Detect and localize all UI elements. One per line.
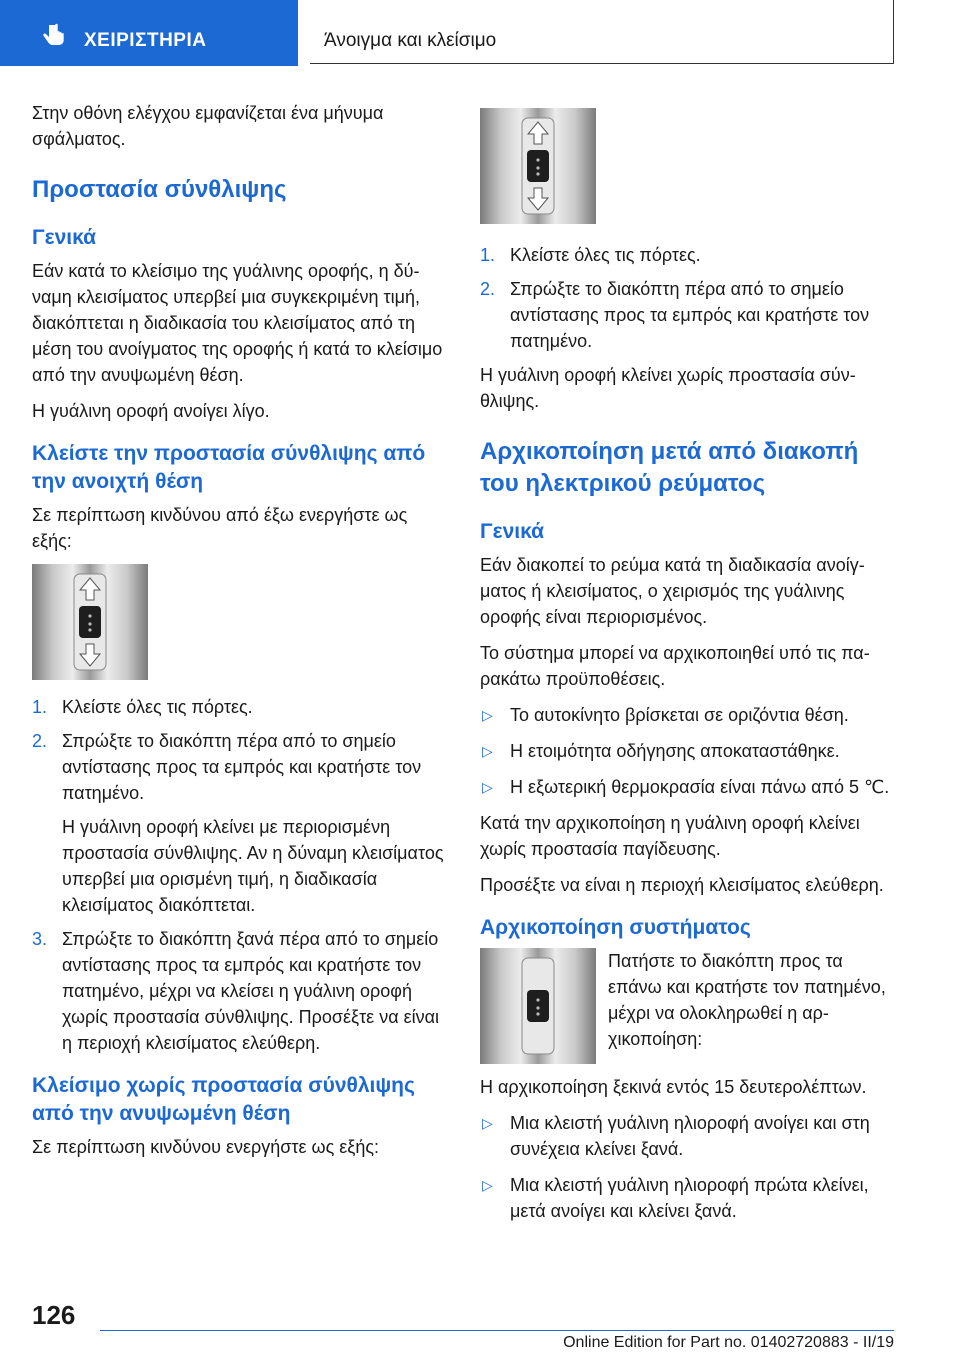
step-number: 1.	[32, 697, 48, 717]
system-init-block	[480, 948, 900, 1064]
list-item	[32, 926, 452, 1056]
reinit-paragraph-2: Το σύστημα μπορεί να αρχικοποιηθεί υπό τις παρακάτω προϋποθέσεις.	[480, 643, 870, 689]
heading-reinitialization: Αρχικοποίηση μετά από διακοπή του ηλεκτρικού ρεύματος	[480, 438, 859, 497]
edition-note: Online Edition for Part no. 01402720883 - II/19	[563, 1334, 894, 1351]
init-closes-paragraph: Κατά την αρχικοποίηση η γυάλινη οροφή κλείνει χωρίς προστασία παγίδευσης.	[480, 813, 860, 859]
condition-text: Το αυτοκίνητο βρίσκεται σε οριζόντια θέση.	[510, 705, 849, 725]
close-open-steps	[32, 694, 452, 1056]
step-note: Η γυάλινη οροφή κλείνει με περιορισμένη προστασία σύνθλιψης. Αν η δύναμη κλεισίματος υπερβεί μια ορισμένη τιμή, η διαδικασία κλεισίματος διακόπτεται.	[62, 817, 444, 915]
outcome-text: Μια κλειστή γυάλινη ηλιοροφή πρώτα κλείνει, μετά ανοίγει και κλείνει ξανά.	[510, 1175, 869, 1221]
step-number: 2.	[480, 279, 496, 299]
left-column	[32, 100, 452, 1170]
page-header	[0, 0, 960, 66]
list-item	[32, 694, 452, 720]
list-item	[32, 728, 452, 918]
close-raised-intro: Σε περίπτωση κινδύνου ενεργήστε ως εξής:	[32, 1137, 380, 1157]
condition-text: Η ετοιμότητα οδήγησης αποκαταστάθηκε.	[510, 741, 840, 761]
heading-general: Γενικά	[32, 226, 97, 249]
general-paragraph-2: Η γυάλινη οροφή ανοίγει λίγο.	[32, 401, 270, 421]
triangle-bullet-icon: ▷	[482, 1177, 493, 1193]
step-text: Σπρώξτε το διακόπτη πέρα από το σημείο αντίστασης προς τα εμπρός και κρατήστε τον πατημένο.	[510, 279, 870, 351]
footer-divider	[100, 1330, 894, 1331]
heading-system-init: Αρχικοποίηση συστήματος	[480, 916, 751, 939]
heading-close-from-open: Κλείστε την προστασία σύνθλιψης από την ανοιχτή θέση	[32, 442, 426, 493]
step-text: Κλείστε όλες τις πόρτες.	[62, 697, 253, 717]
system-init-instruction: Πατήστε το διακόπτη προς τα επάνω και κρατήστε τον πατημένο, μέχρι να ολοκληρωθεί η αρχικοποίηση:	[608, 951, 886, 1049]
chapter-title: Άνοιγμα και κλείσιμο	[324, 30, 497, 51]
list-item	[480, 702, 900, 728]
step-number: 2.	[32, 731, 48, 751]
general-paragraph-1: Εάν κατά το κλείσιμο της γυάλινης οροφής, η δύναμη κλεισίματος υπερβεί μια συγκεκριμένη τιμή, διακόπτεται η διαδικασία του κλεισίματος από τη μέση του ανοίγματος της οροφής ή κατά το κλείσιμο από την ανυψωμένη θέση.	[32, 261, 443, 385]
list-item	[480, 738, 900, 764]
page-number: 126	[32, 1300, 76, 1330]
switch-illustration	[480, 108, 596, 224]
step-number: 3.	[32, 929, 48, 949]
chapter-title-box	[310, 0, 894, 64]
intro-paragraph: Στην οθόνη ελέγχου εμφανίζεται ένα μήνυμα σφάλματος.	[32, 103, 384, 149]
step-text: Σπρώξτε το διακόπτη πέρα από το σημείο αντίστασης προς τα εμπρός και κρατήστε τον πατημένο.	[62, 731, 422, 803]
heading-anti-trap-protection: Προστασία σύνθλιψης	[32, 176, 287, 203]
close-open-intro: Σε περίπτωση κινδύνου από έξω ενεργήστε ως εξής:	[32, 505, 408, 551]
condition-text: Η εξωτερική θερμοκρασία είναι πάνω από 5 ℃.	[510, 777, 890, 797]
triangle-bullet-icon: ▷	[482, 743, 493, 759]
conditions-list	[480, 702, 900, 800]
list-item	[480, 1172, 900, 1224]
triangle-bullet-icon: ▷	[482, 1115, 493, 1131]
right-column	[480, 100, 900, 1234]
init-starts-paragraph: Η αρχικοποίηση ξεκινά εντός 15 δευτερολέπτων.	[480, 1077, 867, 1097]
step-text: Κλείστε όλες τις πόρτες.	[510, 245, 701, 265]
keep-clear-paragraph: Προσέξτε να είναι η περιοχή κλεισίματος ελεύθερη.	[480, 875, 884, 895]
switch-illustration	[480, 948, 596, 1064]
triangle-bullet-icon: ▷	[482, 779, 493, 795]
triangle-bullet-icon: ▷	[482, 707, 493, 723]
step-number: 1.	[480, 245, 496, 265]
outcomes-list	[480, 1110, 900, 1224]
closes-without-protection: Η γυάλινη οροφή κλείνει χωρίς προστασία σύνθλιψης.	[480, 365, 856, 411]
section-tab[interactable]	[0, 0, 298, 66]
section-tab-label: ΧΕΙΡΙΣΤΗΡΙΑ	[84, 30, 207, 51]
hand-pointer-icon	[40, 22, 68, 50]
list-item	[480, 774, 900, 800]
list-item	[480, 276, 900, 354]
reinit-paragraph-1: Εάν διακοπεί το ρεύμα κατά τη διαδικασία ανοίγματος ή κλεισίματος, ο χειρισμός της γυάλινης οροφής είναι περιορισμένος.	[480, 555, 865, 627]
outcome-text: Μια κλειστή γυάλινη ηλιοροφή ανοίγει και στη συνέχεια κλείνει ξανά.	[510, 1113, 870, 1159]
switch-illustration	[32, 564, 148, 680]
close-raised-steps	[480, 242, 900, 354]
heading-close-from-raised: Κλείσιμο χωρίς προστασία σύνθλιψης από την ανυψωμένη θέση	[32, 1074, 415, 1125]
list-item	[480, 1110, 900, 1162]
heading-general: Γενικά	[480, 520, 545, 543]
step-text: Σπρώξτε το διακόπτη ξανά πέρα από το σημείο αντίστασης προς τα εμπρός και κρατήστε τον πατημένο, μέχρι να κλείσει η γυάλινη οροφή χωρίς προστασία σύνθλιψης. Προσέξτε να είναι η περιοχή κλεισίματος ελεύθερη.	[62, 929, 440, 1053]
list-item	[480, 242, 900, 268]
